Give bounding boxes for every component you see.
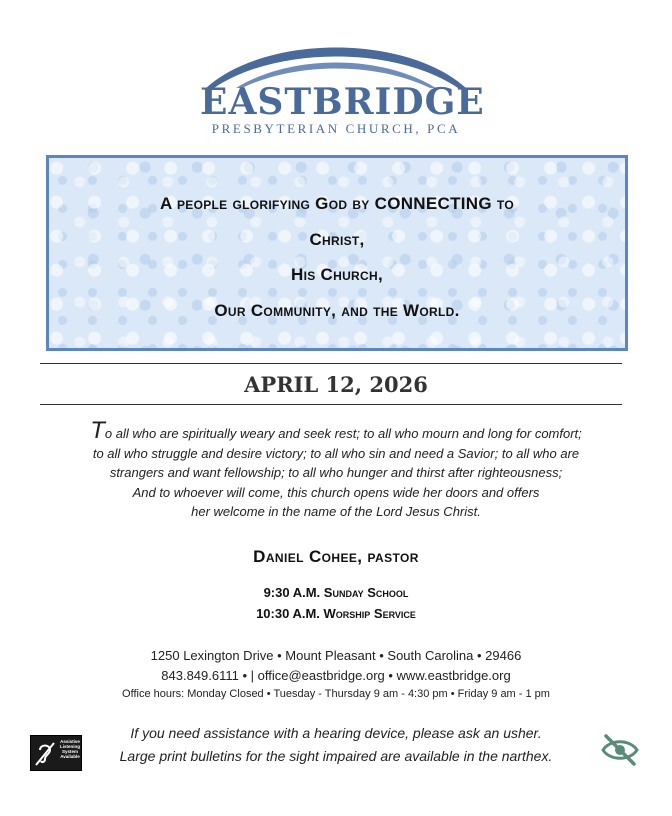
hearing-assistance-note: If you need assistance with a hearing device, please ask an usher. [130, 725, 542, 741]
drop-cap: T [90, 417, 105, 444]
welcome-paragraph [60, 417, 612, 522]
large-print-note: Large print bulletins for the sight impaired are available in the narthex. [119, 748, 553, 764]
mission-line: His Church, [291, 265, 383, 284]
welcome-line: her welcome in the name of the Lord Jesus Christ. [191, 504, 481, 519]
mission-line: A people glorifying God by CONNECTING to [160, 194, 514, 213]
divider-top [40, 363, 622, 364]
welcome-line: And to whoever will come, this church opens wide her doors and offers [132, 484, 540, 500]
mission-line: Christ, [309, 230, 365, 249]
welcome-line: To all who are spiritually weary and seek rest; to all who mourn and long for comfort; [90, 417, 582, 444]
badge-text: Assistive Listening System Available [60, 739, 80, 759]
church-logo [196, 40, 485, 136]
welcome-line: to all who struggle and desire victory; to all who sin and need a Savior; to all who are [92, 445, 580, 461]
eye-slash-icon [600, 733, 640, 767]
divider-bottom [40, 404, 622, 405]
bulletin-date: APRIL 12, 2026 [244, 372, 428, 397]
logo-subtitle: PRESBYTERIAN CHURCH, PCA [211, 121, 461, 136]
church-address: 1250 Lexington Drive • Mount Pleasant • South Carolina • 29466 [150, 648, 522, 663]
logo-name: EASTBRIDGE [200, 81, 485, 123]
office-hours: Office hours: Monday Closed • Tuesday - Thursday 9 am - 4:30 pm • Friday 9 am - 1 pm [122, 688, 550, 700]
assistive-listening-badge [30, 735, 82, 771]
service-time: 10:30 A.M. Worship Service [256, 606, 416, 621]
mission-line: Our Community, and the World. [214, 301, 460, 320]
church-contact: 843.849.6111 • | office@eastbridge.org • www.eastbridge.org [161, 668, 511, 683]
service-time: 9:30 A.M. Sunday School [263, 585, 409, 600]
hearing-assistance-icon [34, 740, 56, 768]
welcome-line: strangers and want fellowship; to all who hunger and thirst after righteousness; [109, 465, 563, 480]
mission-box [46, 155, 628, 351]
pastor-name: Daniel Cohee, pastor [253, 547, 419, 566]
